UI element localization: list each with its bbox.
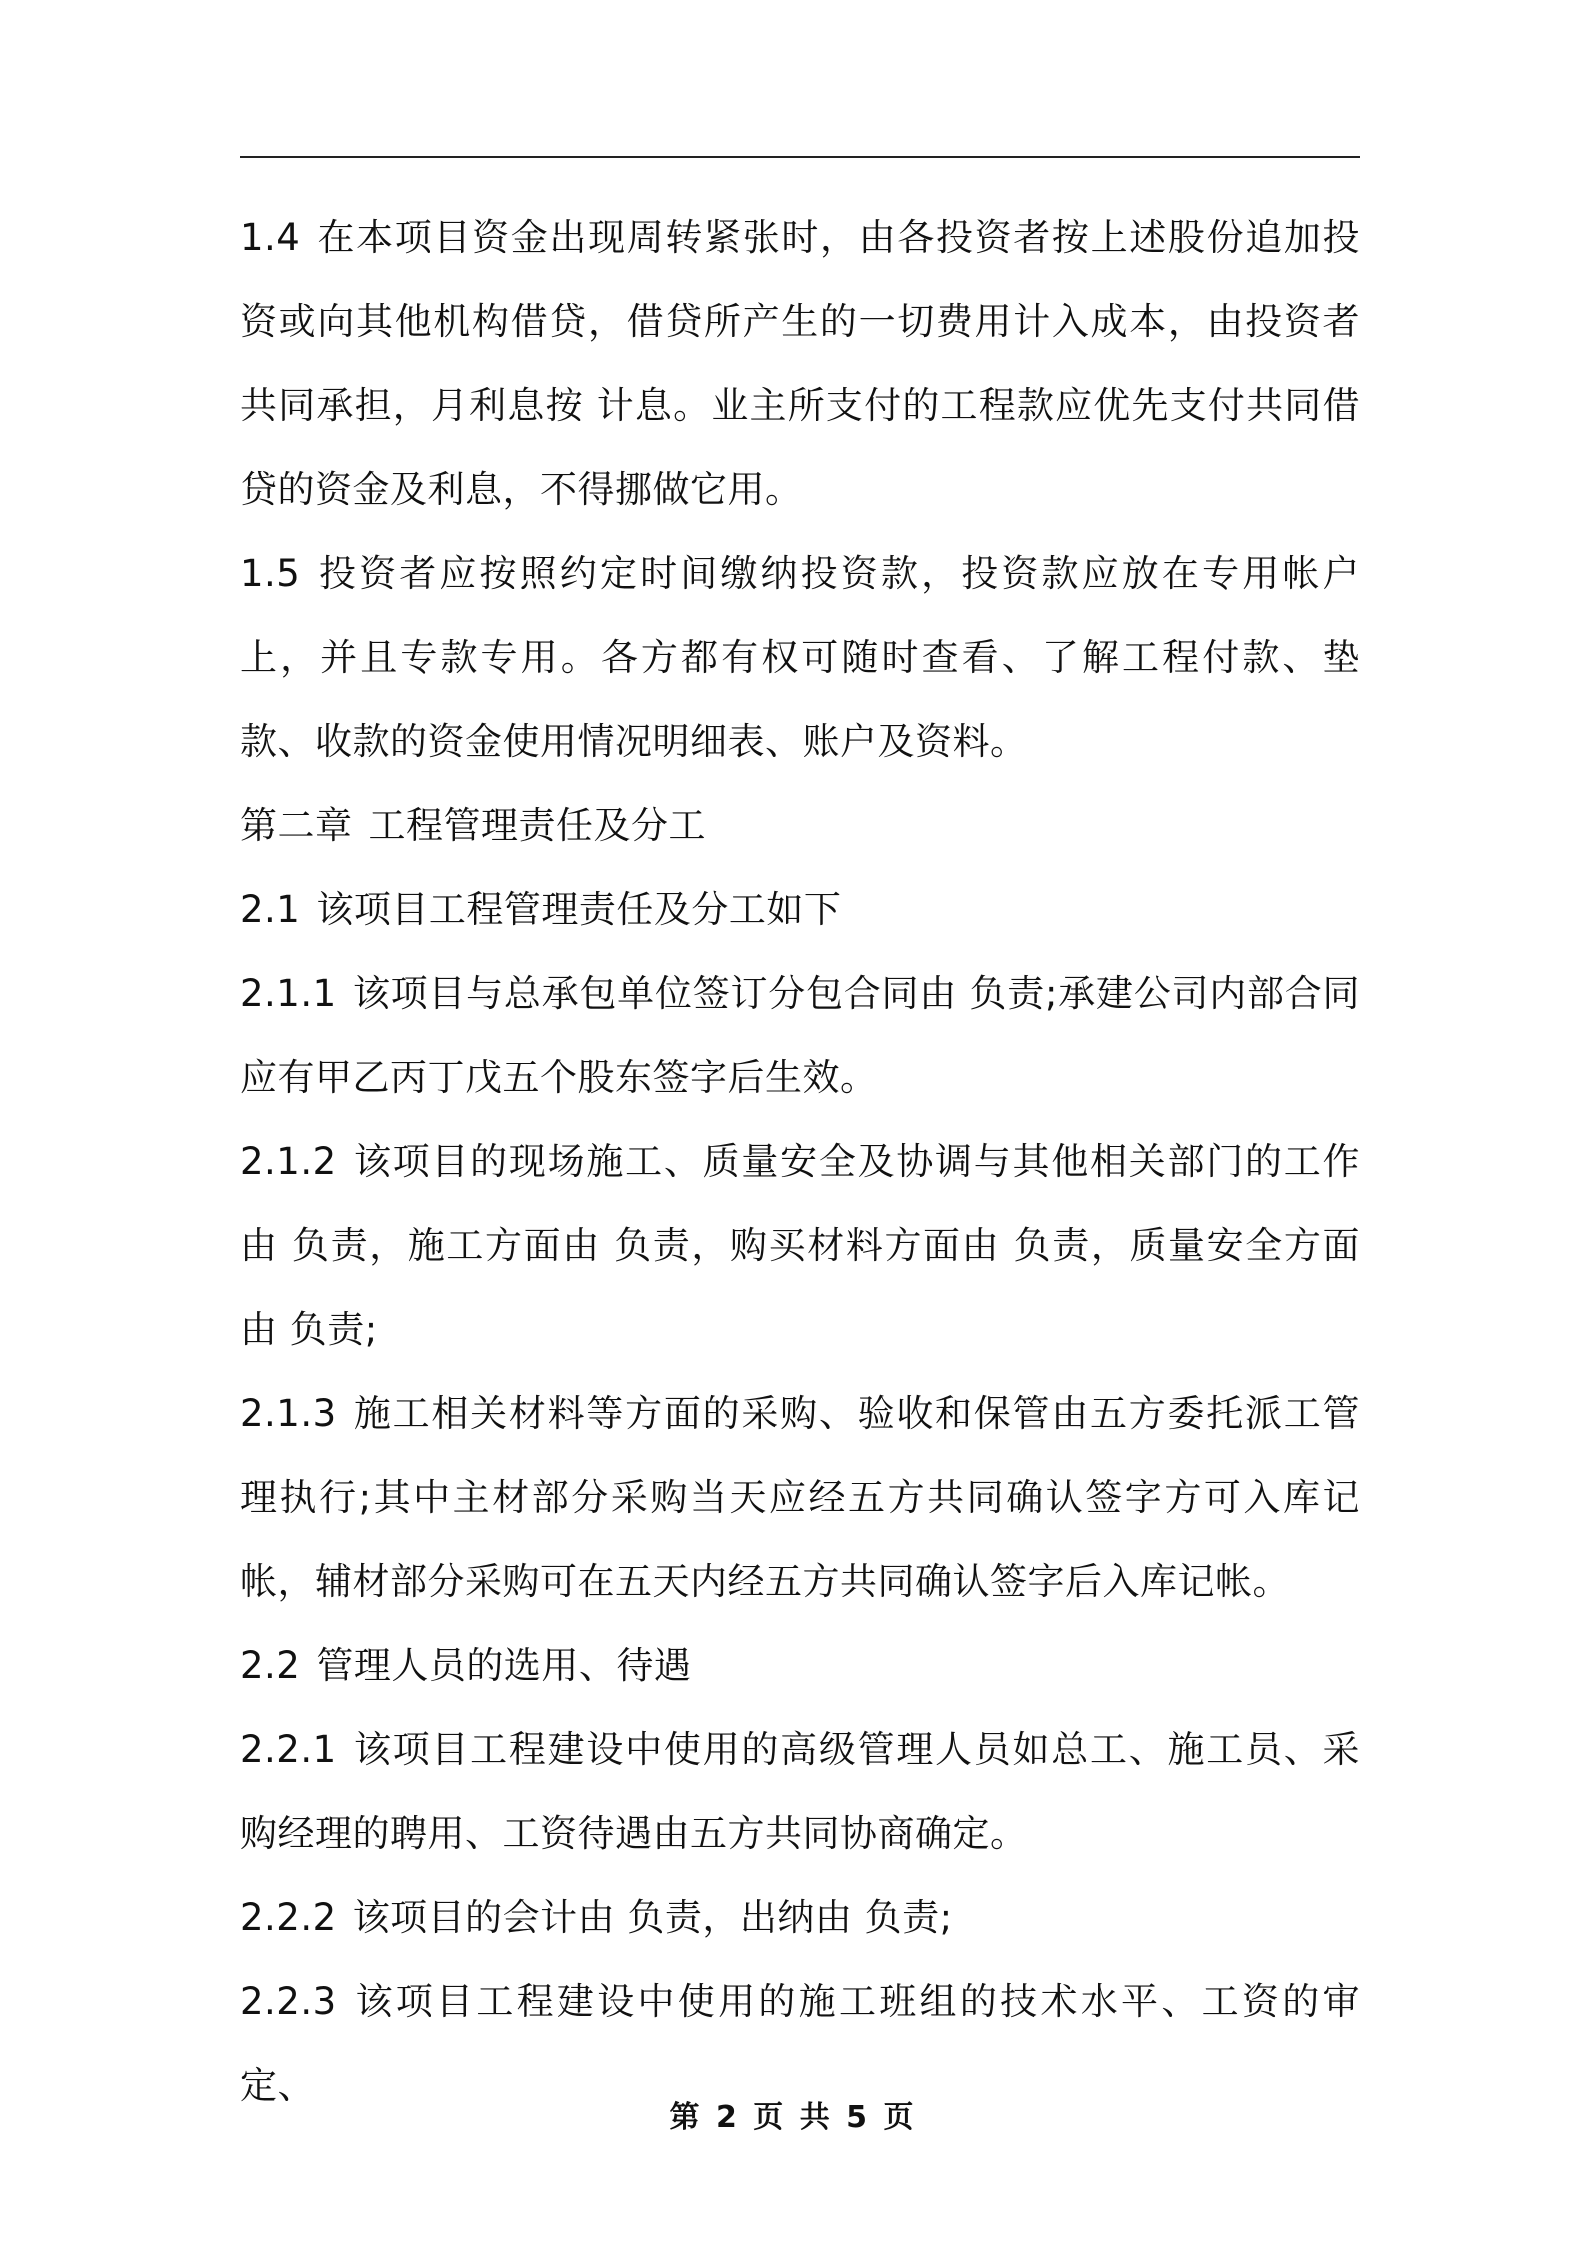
paragraph-text: 该项目的现场施工、质量安全及协调与其他相关部门的工作由 负责，施工方面由 负责，购买材料方面由 负责，质量安全方面由 负责;: [240, 1140, 1360, 1351]
paragraph-2-1-3: [240, 1372, 1360, 1624]
paragraph-2-2-1: [240, 1708, 1360, 1876]
paragraph-text: 在本项目资金出现周转紧张时，由各投资者按上述股份追加投资或向其他机构借贷，借贷所产生的一切费用计入成本，由投资者共同承担，月利息按 计息。业主所支付的工程款应优先支付共同借贷的资金及利息，不得挪做它用。: [240, 216, 1360, 511]
paragraph-2-1: [240, 868, 1360, 952]
paragraph-text: 施工相关材料等方面的采购、验收和保管由五方委托派工管理执行;其中主材部分采购当天应经五方共同确认签字方可入库记帐，辅材部分采购可在五天内经五方共同确认签字后入库记帐。: [240, 1392, 1360, 1603]
document-body: [240, 196, 1360, 2128]
page-footer: [0, 2092, 1586, 2136]
chapter-heading: [240, 784, 1360, 868]
chapter-title: 工程管理责任及分工: [368, 804, 706, 847]
paragraph-text: 该项目的会计由 负责，出纳由 负责;: [352, 1896, 953, 1939]
paragraph-2-2-2: [240, 1876, 1360, 1960]
paragraph-2-2: [240, 1624, 1360, 1708]
page-number-label: 第 2 页 共 5 页: [669, 2100, 917, 2135]
paragraph-number: 2.2.3: [240, 1980, 337, 2023]
paragraph-1-4: [240, 196, 1360, 532]
paragraph-text: 管理人员的选用、待遇: [316, 1644, 692, 1687]
paragraph-number: 1.5: [240, 552, 301, 595]
paragraph-1-5: [240, 532, 1360, 784]
paragraph-number: 2.1: [240, 888, 301, 931]
paragraph-number: 2.1.3: [240, 1392, 337, 1435]
paragraph-text: 该项目与总承包单位签订分包合同由 负责;承建公司内部合同应有甲乙丙丁戊五个股东签字后生效。: [240, 972, 1360, 1099]
paragraph-number: 2.2: [240, 1644, 301, 1687]
paragraph-number: 2.1.1: [240, 972, 337, 1015]
chapter-number: 第二章: [240, 804, 353, 847]
paragraph-2-1-1: [240, 952, 1360, 1120]
paragraph-text: 投资者应按照约定时间缴纳投资款，投资款应放在专用帐户上，并且专款专用。各方都有权可随时查看、了解工程付款、垫款、收款的资金使用情况明细表、账户及资料。: [240, 552, 1360, 763]
paragraph-2-1-2: [240, 1120, 1360, 1372]
paragraph-number: 2.2.1: [240, 1728, 337, 1771]
header-rule: [240, 156, 1360, 158]
paragraph-number: 2.1.2: [240, 1140, 337, 1183]
paragraph-text: 该项目工程建设中使用的施工班组的技术水平、工资的审定、: [240, 1980, 1360, 2107]
paragraph-number: 2.2.2: [240, 1896, 337, 1939]
paragraph-number: 1.4: [240, 216, 301, 259]
paragraph-text: 该项目工程建设中使用的高级管理人员如总工、施工员、采购经理的聘用、工资待遇由五方共同协商确定。: [240, 1728, 1360, 1855]
paragraph-text: 该项目工程管理责任及分工如下: [316, 888, 842, 931]
